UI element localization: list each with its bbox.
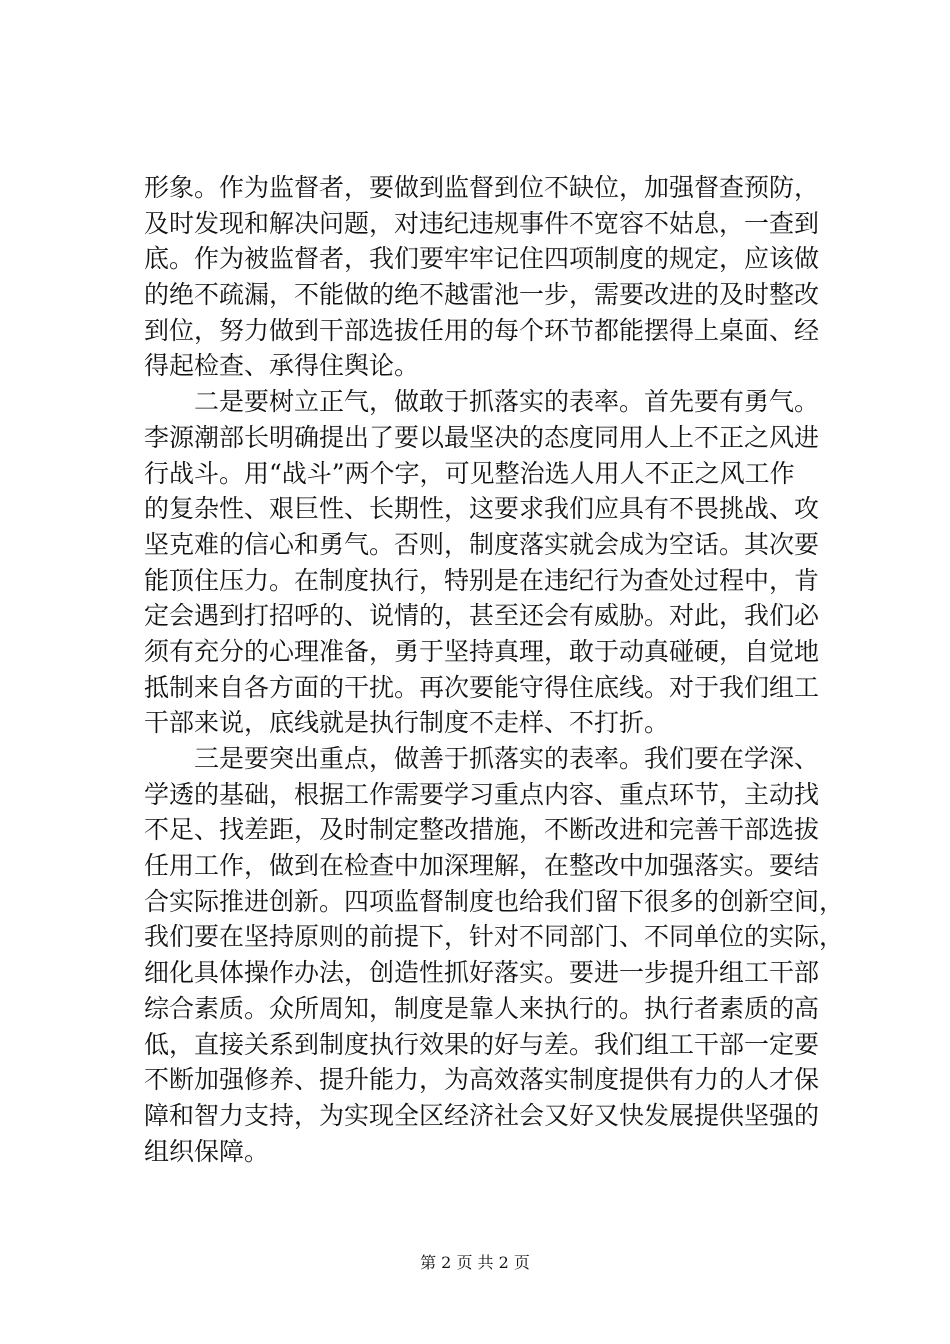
paragraph-start-line: 二是要树立正气，做敢于抓落实的表率。首先要有勇气。 <box>194 387 820 417</box>
text-line: 我们要在坚持原则的前提下，针对不同部门、不同单位的实际， <box>144 922 845 952</box>
text-line: 干部来说，底线就是执行制度不走样、不打折。 <box>144 708 670 738</box>
text-line: 综合素质。众所周知，制度是靠人来执行的。执行者素质的高 <box>144 993 820 1023</box>
paragraph-start-line: 三是要突出重点，做善于抓落实的表率。我们要在学深、 <box>194 744 820 773</box>
text-line: 细化具体操作办法，创造性抓好落实。要进一步提升组工干部 <box>144 958 820 988</box>
text-line: 须有充分的心理准备，勇于坚持真理，敢于动真碰硬，自觉地 <box>144 636 820 666</box>
text-line: 坚克难的信心和勇气。否则，制度落实就会成为空话。其次要 <box>144 529 820 559</box>
text-line: 定会遇到打招呼的、说情的，甚至还会有威胁。对此，我们必 <box>144 601 820 631</box>
text-line: 组织保障。 <box>144 1136 270 1166</box>
text-line: 得起检查、承得住舆论。 <box>144 351 420 381</box>
text-line: 任用工作，做到在检查中加深理解，在整改中加强落实。要结 <box>144 851 820 881</box>
text-line: 障和智力支持，为实现全区经济社会又好又快发展提供坚强的 <box>144 1100 820 1130</box>
text-line: 底。作为被监督者，我们要牢牢记住四项制度的规定，应该做 <box>144 244 820 274</box>
text-line: 的复杂性、艰巨性、长期性，这要求我们应具有不畏挑战、攻 <box>144 494 820 524</box>
text-line: 学透的基础，根据工作需要学习重点内容、重点环节，主动找 <box>144 779 820 809</box>
text-line: 抵制来自各方面的干扰。再次要能守得住底线。对于我们组工 <box>144 672 820 702</box>
text-line: 的绝不疏漏，不能做的绝不越雷池一步，需要改进的及时整改 <box>144 280 820 310</box>
page-footer: 第 2 页 共 2 页 <box>420 1253 530 1272</box>
document-body <box>144 170 845 1169</box>
text-line: 不断加强修养、提升能力，为高效落实制度提供有力的人才保 <box>144 1065 820 1095</box>
text-line: 及时发现和解决问题，对违纪违规事件不宽容不姑息，一查到 <box>144 208 820 238</box>
text-line: 形象。作为监督者，要做到监督到位不缺位，加强督查预防， <box>144 173 820 202</box>
text-line: 不足、找差距，及时制定整改措施，不断改进和完善干部选拔 <box>144 815 820 845</box>
text-line: 能顶住压力。在制度执行，特别是在违纪行为查处过程中，肯 <box>144 565 820 595</box>
text-line: 低，直接关系到制度执行效果的好与差。我们组工干部一定要 <box>144 1029 820 1059</box>
text-line: 到位，努力做到干部选拔任用的每个环节都能摆得上桌面、经 <box>144 315 820 345</box>
text-line: 行战斗。用“战斗”两个字，可见整治选人用人不正之风工作 <box>144 458 795 488</box>
text-line: 合实际推进创新。四项监督制度也给我们留下很多的创新空间， <box>144 886 845 916</box>
text-line: 李源潮部长明确提出了要以最坚决的态度同用人上不正之风进 <box>144 422 820 452</box>
